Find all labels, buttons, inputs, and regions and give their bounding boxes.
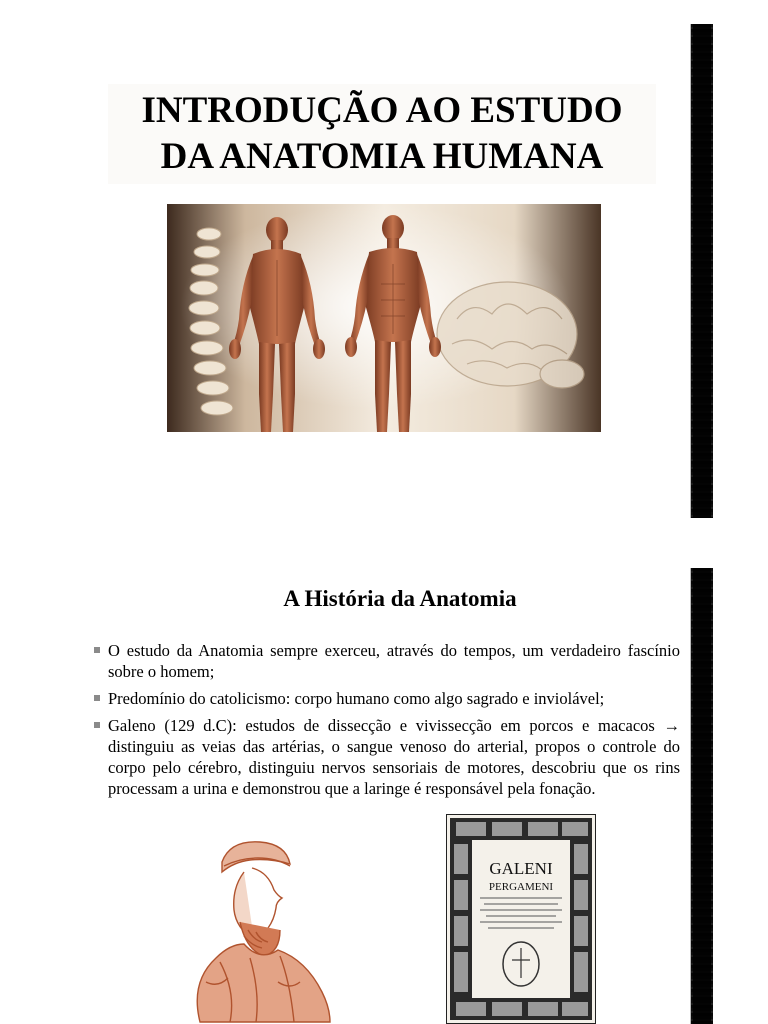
slide-1-title [108, 84, 656, 184]
slide-2-title: A História da Anatomia [283, 586, 517, 611]
bullet-list [92, 640, 680, 805]
book-title-line-2: PERGAMENI [488, 881, 554, 893]
galen-portrait-image [160, 832, 340, 1024]
galeni-book-cover-image [446, 814, 596, 1024]
bullet-item: O estudo da Anatomia sempre exerceu, através do tempos, um verdadeiro fascínio sobre o homem; [92, 640, 680, 682]
title-line-2: DA ANATOMIA HUMANA [160, 136, 604, 177]
slide-side-bar [690, 568, 713, 1024]
book-title-line-1: GALENI [489, 859, 553, 878]
slide-2 [0, 556, 768, 1024]
anatomy-hero-image [167, 204, 601, 432]
slide-side-bar [690, 24, 713, 518]
bullet-item: Galeno (129 d.C): estudos de dissecção e vivissecção em porcos e macacos → distinguiu as veias das artérias, o sangue venoso do arterial, propos o controle do corpo pelo cérebro, distinguiu nervos sensoriais de motores, descobriu que os rins processam a urina e demonstrou que a laringe é responsável pela fonação. [92, 715, 680, 799]
bullet-item: Predomínio do catolicismo: corpo humano como algo sagrado e inviolável; [92, 688, 680, 709]
title-line-1: INTRODUÇÃO AO ESTUDO [141, 90, 623, 131]
